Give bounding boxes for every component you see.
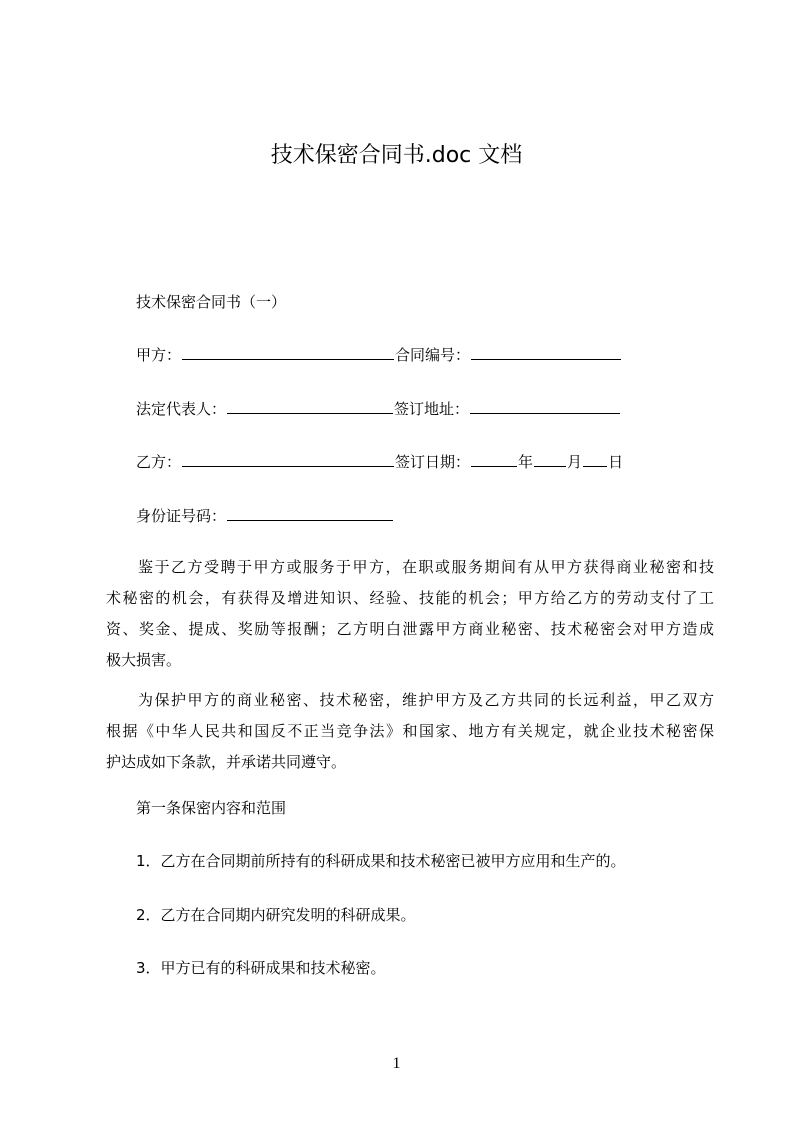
party-a-blank bbox=[182, 344, 394, 360]
legal-rep-label: 法定代表人： bbox=[136, 400, 227, 418]
list-item: 2．乙方在合同期内研究发明的科研成果。 bbox=[136, 906, 416, 924]
list-item: 1．乙方在合同期前所持有的科研成果和技术秘密已被甲方应用和生产的。 bbox=[136, 852, 626, 870]
party-b-blank bbox=[182, 451, 394, 467]
year-label: 年 bbox=[518, 453, 534, 471]
list-item: 3．甲方已有的科研成果和技术秘密。 bbox=[136, 959, 386, 977]
paragraph-line: 资、奖金、提成、奖励等报酬；乙方明白泄露甲方商业秘密、技术秘密会对甲方造成 bbox=[106, 620, 714, 638]
year-blank bbox=[471, 451, 517, 467]
legal-rep-line bbox=[136, 398, 621, 420]
paragraph-line: 为保护甲方的商业秘密、技术秘密，维护甲方及乙方共同的长远利益，甲乙双方 bbox=[138, 691, 714, 709]
sign-place-label: 签订地址： bbox=[394, 400, 470, 418]
paragraph-purpose bbox=[106, 685, 714, 778]
paragraph-line: 鉴于乙方受聘于甲方或服务于甲方，在职或服务期间有从甲方获得商业秘密和技 bbox=[138, 558, 714, 576]
paragraph-line: 根据《中华人民共和国反不正当竞争法》和国家、地方有关规定，就企业技术秘密保 bbox=[106, 722, 714, 740]
id-no-line bbox=[136, 505, 394, 527]
sign-place-blank bbox=[470, 398, 620, 414]
party-a-label: 甲方： bbox=[136, 346, 182, 364]
paragraph-line: 极大损害。 bbox=[106, 651, 182, 669]
party-a-line bbox=[136, 344, 622, 366]
article-1-heading: 第一条保密内容和范围 bbox=[136, 799, 287, 817]
month-blank bbox=[534, 451, 566, 467]
party-b-label: 乙方： bbox=[136, 453, 182, 471]
day-blank bbox=[583, 451, 607, 467]
paragraph-line: 护达成如下条款，并承诺共同遵守。 bbox=[106, 753, 347, 771]
page-number: 1 bbox=[392, 1055, 401, 1072]
day-label: 日 bbox=[608, 453, 624, 471]
contract-no-blank bbox=[471, 344, 621, 360]
legal-rep-blank bbox=[227, 398, 393, 414]
paragraph-recital bbox=[106, 552, 714, 676]
contract-no-label: 合同编号： bbox=[395, 346, 471, 364]
party-b-line bbox=[136, 451, 623, 473]
id-no-label: 身份证号码： bbox=[136, 507, 227, 525]
month-label: 月 bbox=[567, 453, 583, 471]
document-title: 技术保密合同书.doc 文档 bbox=[270, 143, 523, 168]
id-no-blank bbox=[227, 505, 393, 521]
contract-subtitle: 技术保密合同书（一） bbox=[136, 293, 287, 311]
sign-date-label: 签订日期： bbox=[395, 453, 471, 471]
paragraph-line: 术秘密的机会，有获得及增进知识、经验、技能的机会；甲方给乙方的劳动支付了工 bbox=[106, 589, 714, 607]
